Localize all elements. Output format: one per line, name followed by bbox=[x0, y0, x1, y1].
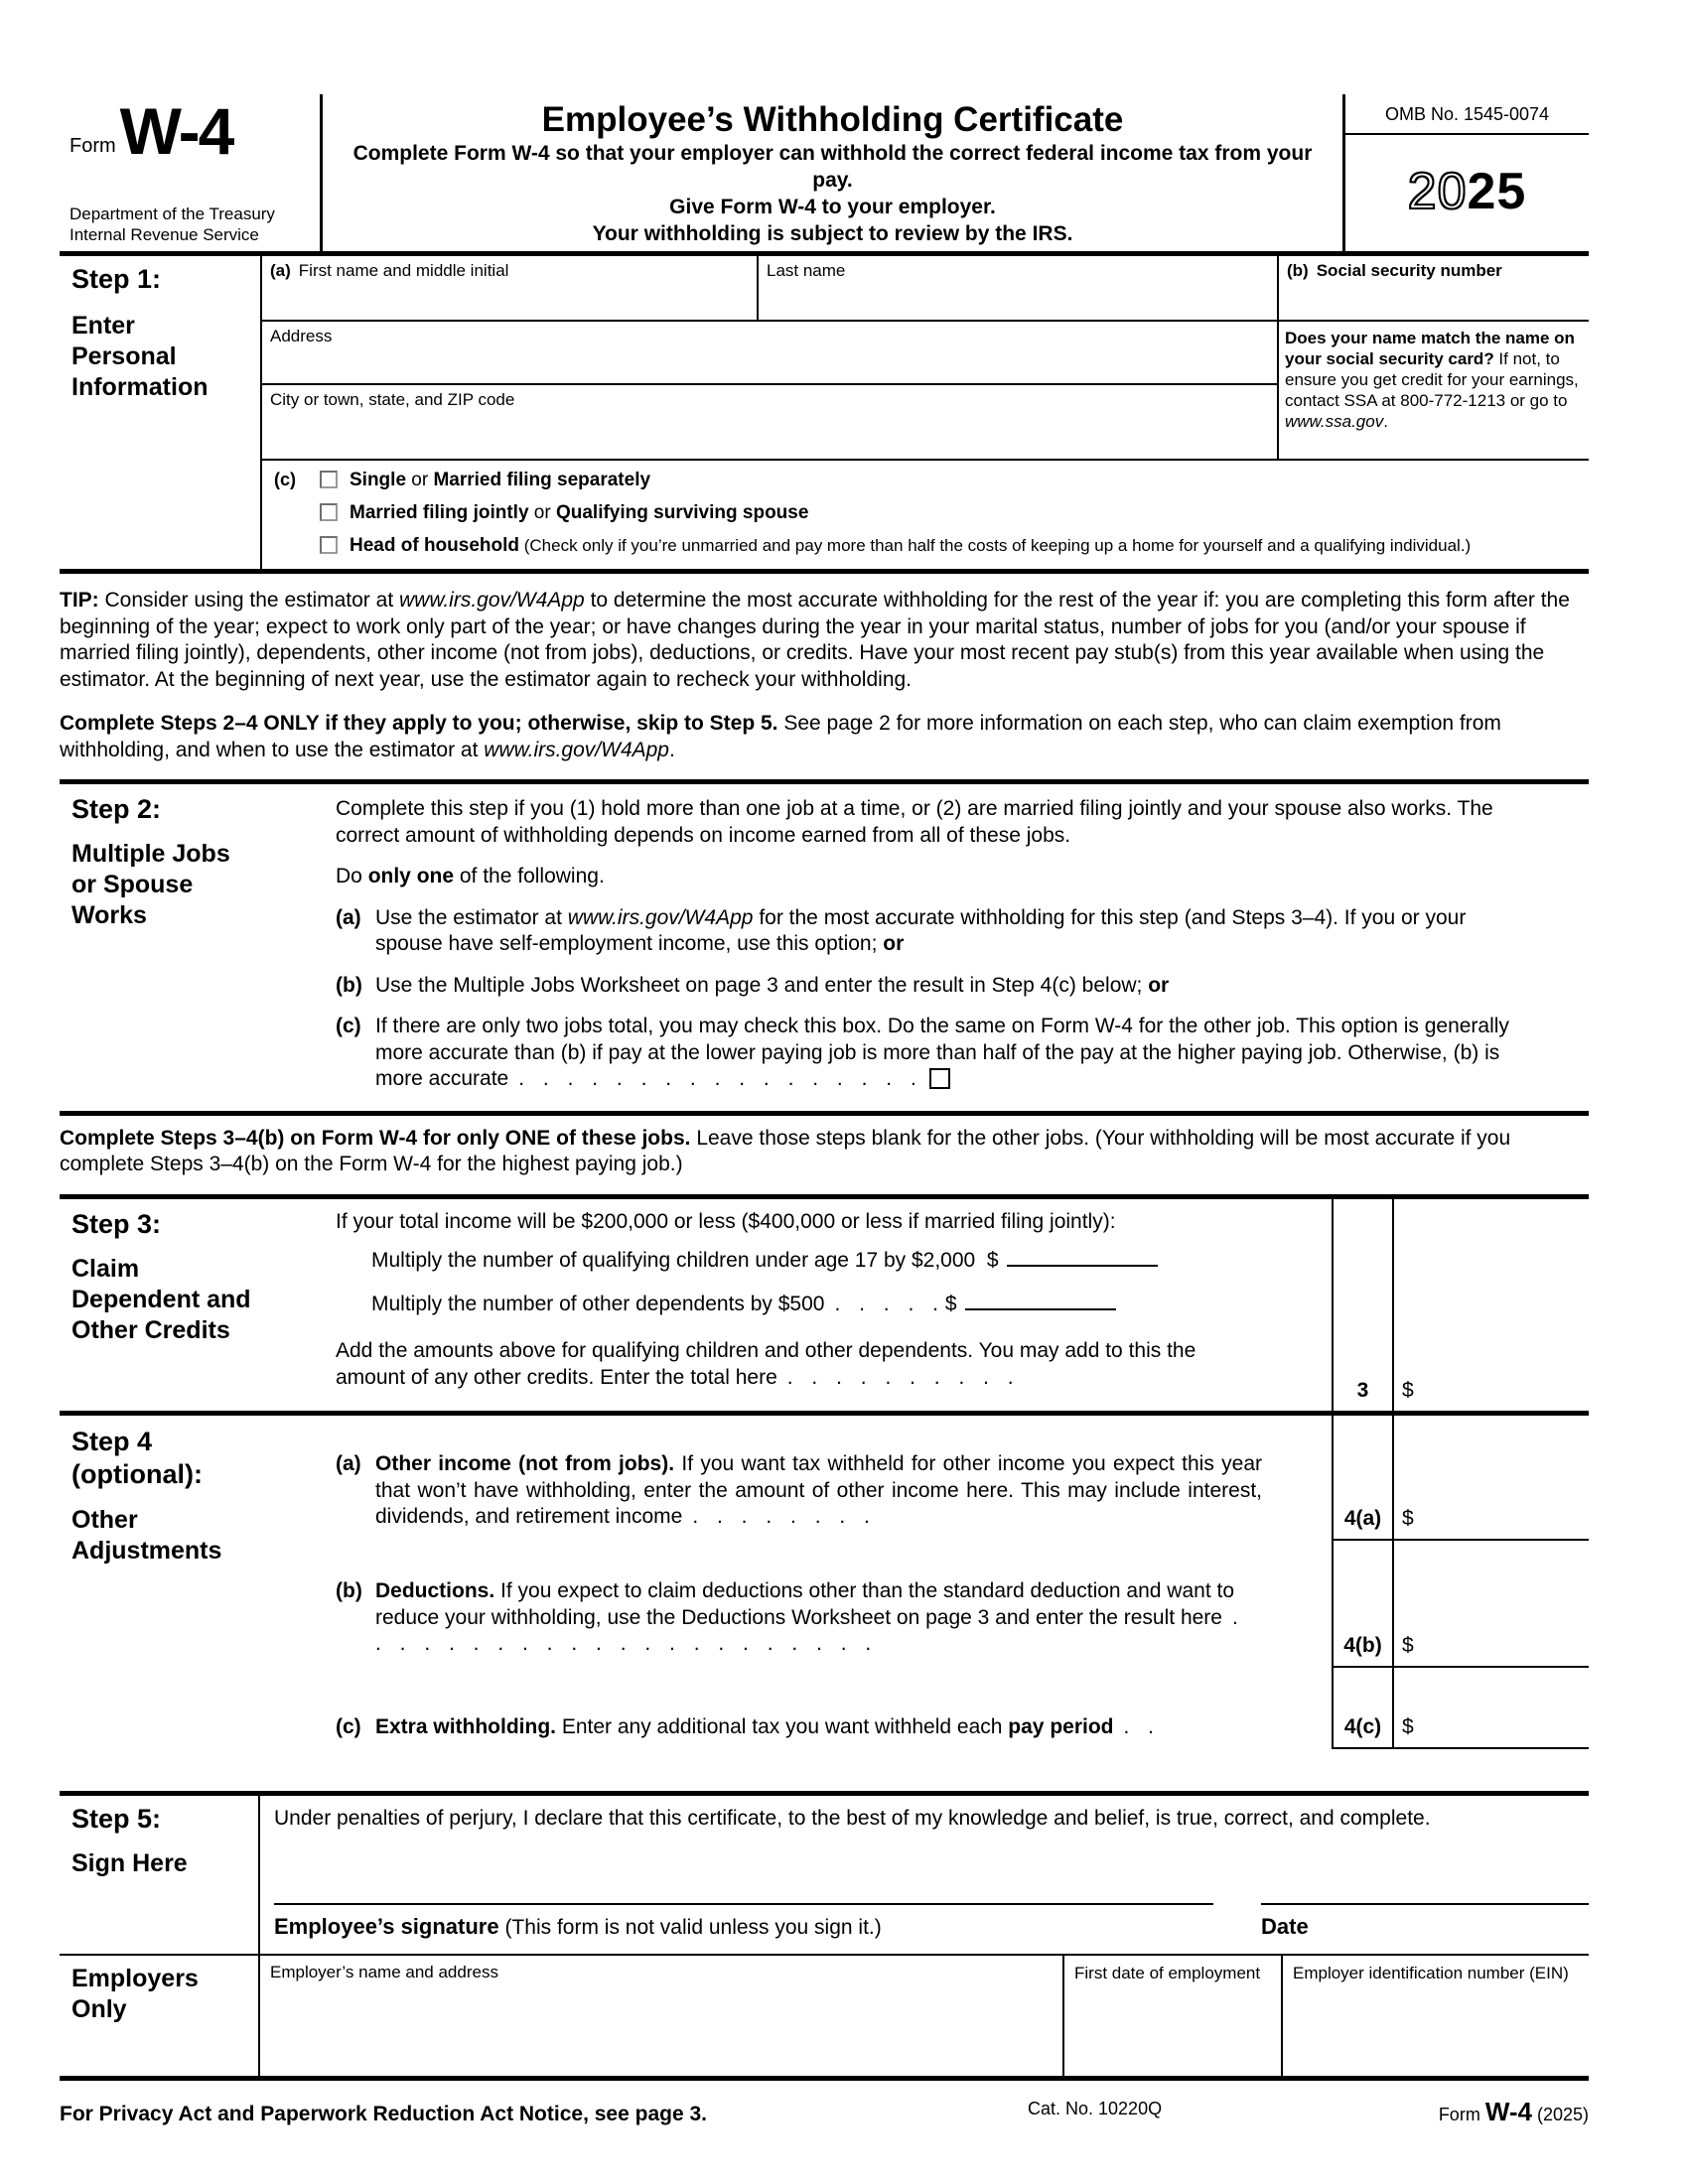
step4-label: Step 4 (optional): bbox=[71, 1426, 203, 1489]
first-date-employment-label: First date of employment bbox=[1074, 1964, 1261, 1982]
step5-section bbox=[60, 1791, 1589, 1955]
step3-title: Claim Dependent and Other Credits bbox=[71, 1254, 251, 1344]
step4a-line-number: 4(a) bbox=[1332, 1416, 1392, 1539]
complete-steps-2-4-bold: Complete Steps 2–4 ONLY if they apply to you; otherwise, skip to Step 5. bbox=[60, 712, 778, 735]
single-label: Single bbox=[350, 470, 407, 490]
ssa-name-match-note bbox=[1279, 322, 1589, 459]
step4-section bbox=[60, 1416, 1589, 1749]
step4b-line-number: 4(b) bbox=[1332, 1539, 1392, 1666]
step4-label-block bbox=[60, 1416, 336, 1749]
step1-fields bbox=[260, 256, 1589, 569]
footer-form-number: W-4 bbox=[1484, 2097, 1532, 2126]
estimator-url-3: www.irs.gov/W4App bbox=[567, 905, 754, 929]
tip-paragraph bbox=[60, 574, 1589, 703]
married-jointly-checkbox[interactable] bbox=[320, 503, 338, 521]
head-of-household-checkbox[interactable] bbox=[320, 536, 338, 554]
step2-item-b bbox=[336, 973, 1525, 1000]
item-b-text bbox=[375, 973, 1525, 1000]
step3-dot-leader: . . . . . . . . . . bbox=[786, 1365, 1015, 1389]
step1-section bbox=[60, 256, 1589, 574]
children-multiply-text: Multiply the number of qualifying children under age 17 by $2,000 bbox=[371, 1249, 976, 1272]
city-state-zip-field[interactable] bbox=[262, 385, 1279, 459]
step2-do-only-one bbox=[336, 864, 1525, 890]
step3-children-line bbox=[336, 1248, 1262, 1275]
form-subtitle-3: Your withholding is subject to review by the IRS. bbox=[592, 222, 1073, 245]
signature-date-field[interactable] bbox=[1261, 1903, 1589, 1940]
complete-steps-3-4b-bold: Complete Steps 3–4(b) on Form W-4 for only ONE of these jobs. bbox=[60, 1126, 691, 1150]
last-name-field[interactable] bbox=[759, 256, 1279, 322]
do-text-2: of the following. bbox=[454, 865, 605, 887]
complete-steps-2-4-paragraph bbox=[60, 703, 1589, 784]
step3-label: Step 3: bbox=[71, 1208, 162, 1239]
step5-content bbox=[260, 1796, 1589, 1955]
item-a-text bbox=[375, 905, 1525, 958]
item-4b-text bbox=[375, 1578, 1262, 1658]
omb-number: OMB No. 1545-0074 bbox=[1345, 94, 1589, 135]
item-b-or: or bbox=[1148, 973, 1170, 997]
step4a-item bbox=[336, 1451, 1262, 1531]
date-label: Date bbox=[1261, 1914, 1309, 1939]
item-c-dot-leader: . . . . . . . . . . . . . . . . . bbox=[518, 1067, 917, 1090]
perjury-statement: Under penalties of perjury, I declare that this certificate, to the best of my knowledge and belief, is true, correct, and complete. bbox=[274, 1806, 1431, 1830]
dependents-amount-blank[interactable] bbox=[965, 1295, 1116, 1310]
ein-field[interactable] bbox=[1281, 1956, 1589, 2076]
step3-dependents-line bbox=[336, 1292, 1262, 1318]
step2-item-c bbox=[336, 1014, 1525, 1093]
item-a-or: or bbox=[883, 932, 905, 955]
other-income-bold: Other income (not from jobs). bbox=[375, 1452, 675, 1475]
item-b-marker: (b) bbox=[336, 973, 362, 997]
complete-steps-2-4-text: See page 2 for more information on each step, who can claim exemption from withholding, and when to use the estimator at bbox=[60, 712, 1501, 761]
step4a-amount-field[interactable] bbox=[1392, 1416, 1589, 1539]
item-4c-marker: (c) bbox=[336, 1715, 361, 1738]
step3-line-number: 3 bbox=[1332, 1199, 1392, 1411]
last-name-label: Last name bbox=[767, 261, 846, 280]
dependents-multiply-text: Multiply the number of other dependents by $500 bbox=[371, 1292, 825, 1315]
field-a-tag: (a) bbox=[270, 261, 291, 280]
married-separately-label: Married filing separately bbox=[433, 470, 651, 490]
step3-label-block bbox=[60, 1199, 336, 1411]
dependents-currency: $ bbox=[944, 1292, 957, 1315]
filing-status-option-joint bbox=[320, 502, 1471, 524]
step5-title: Sign Here bbox=[71, 1848, 188, 1877]
tax-year bbox=[1345, 160, 1589, 227]
deductions-bold: Deductions. bbox=[375, 1579, 495, 1602]
form-header bbox=[60, 94, 1589, 256]
step2-section bbox=[60, 784, 1589, 1116]
step5-label-block bbox=[60, 1796, 260, 1955]
step3-total-text: Add the amounts above for qualifying children and other dependents. You may add to this the amount of any other credits. Enter the total here bbox=[336, 1339, 1196, 1389]
step2-intro: Complete this step if you (1) hold more than one job at a time, or (2) are married filing jointly and your spouse also works. The correct amount of withholding depends on income earned from all of these jobs. bbox=[336, 797, 1493, 847]
agency-line-1: Department of the Treasury bbox=[70, 205, 275, 223]
employers-only-label: Employers Only bbox=[60, 1956, 260, 2076]
step4c-line-number: 4(c) bbox=[1332, 1666, 1392, 1749]
ssa-note-period: . bbox=[1383, 412, 1388, 431]
employer-name-address-field[interactable] bbox=[260, 1956, 1062, 2076]
step4-title: Other Adjustments bbox=[71, 1505, 222, 1565]
step1-label-block bbox=[60, 256, 260, 569]
dependents-dot-leader: . . . . . bbox=[834, 1292, 939, 1315]
step2-title: Multiple Jobs or Spouse Works bbox=[71, 840, 230, 929]
filing-status-group bbox=[262, 459, 1589, 569]
step2-content bbox=[336, 784, 1589, 1111]
head-of-household-label: Head of household bbox=[350, 535, 519, 556]
form-subtitle-1: Complete Form W-4 so that your employer can withhold the correct federal income tax from your pay. bbox=[352, 142, 1313, 192]
page-footer bbox=[60, 2081, 1589, 2127]
complete-steps-3-4b-paragraph bbox=[60, 1116, 1589, 1199]
city-state-zip-label: City or town, state, and ZIP code bbox=[270, 390, 515, 409]
ssn-label: Social security number bbox=[1316, 261, 1502, 280]
item-a-text-2: for the most accurate withholding for this step (and Steps 3–4). If you or your spouse have self-employment income, use this option; bbox=[375, 905, 1467, 955]
item-c-marker: (c) bbox=[336, 1015, 361, 1037]
employee-signature-label: Employee’s signature bbox=[274, 1914, 499, 1939]
privacy-act-notice: For Privacy Act and Paperwork Reduction Act Notice, see page 3. bbox=[60, 2103, 707, 2125]
form-identity-block bbox=[60, 94, 323, 251]
step4c-currency: $ bbox=[1402, 1714, 1414, 1738]
form-footer-id bbox=[1439, 2097, 1589, 2127]
first-date-employment-field[interactable] bbox=[1062, 1956, 1281, 2076]
single-checkbox[interactable] bbox=[320, 471, 338, 488]
item-4c-text bbox=[375, 1714, 1155, 1741]
tip-text-1: Consider using the estimator at bbox=[98, 589, 399, 612]
children-currency: $ bbox=[986, 1249, 999, 1272]
step3-line-1: If your total income will be $200,000 or less ($400,000 or less if married filing jointly): bbox=[336, 1209, 1116, 1233]
item-4b-marker: (b) bbox=[336, 1579, 362, 1602]
item-4a-marker: (a) bbox=[336, 1452, 361, 1475]
employer-name-address-label: Employer’s name and address bbox=[270, 1963, 498, 1981]
agency-line-2: Internal Revenue Service bbox=[70, 225, 259, 244]
step2-label-block bbox=[60, 784, 336, 1111]
item-c-text-1: If there are only two jobs total, you may check this box. Do the same on Form W-4 for the other job. This option is generally more accurate than (b) if pay at the lower paying job is more than half of the pay at the higher paying job. Otherwise, (b) is more accurate bbox=[375, 1015, 1509, 1090]
do-bold: only one bbox=[367, 865, 455, 887]
tip-text-2: to determine the most accurate withholding for the rest of the year if: you are completing this form after the beginning of the year; expect to work only part of the year; or have changes during the year in your marital status, number of jobs for you (and/or your spouse if married filing jointly), dependents, other income (not from jobs), deductions, or credits. Have your most recent pay stub(s) from this year available when using the estimator. At the beginning of next year, use the estimator again to recheck your withholding. bbox=[60, 589, 1570, 691]
signature-area bbox=[274, 1903, 1589, 1940]
step4a-dot-leader: . . . . . . . . bbox=[692, 1505, 871, 1528]
item-4a-text bbox=[375, 1451, 1262, 1531]
filing-status-option-single bbox=[320, 470, 1471, 491]
tax-year-bold: 25 bbox=[1467, 162, 1527, 220]
estimator-url: www.irs.gov/W4App bbox=[399, 589, 585, 612]
step3-content bbox=[336, 1199, 1332, 1411]
form-word-label: Form bbox=[70, 135, 116, 157]
step4b-dot-leader: . . . . . . . . . . . . . . . . . . . . . . bbox=[375, 1605, 1239, 1655]
other-income-text: If you want tax withheld for other income you expect this year that won’t have withholding, enter the amount of other income here. This may include interest, dividends, and retirement income bbox=[375, 1452, 1263, 1528]
signature-validity-note: (This form is not valid unless you sign it.) bbox=[498, 1916, 882, 1939]
two-jobs-checkbox[interactable] bbox=[929, 1068, 950, 1089]
surviving-spouse-label: Qualifying surviving spouse bbox=[555, 502, 809, 523]
tip-lead: TIP: bbox=[60, 589, 99, 612]
pay-period-bold: pay period bbox=[1008, 1715, 1114, 1738]
estimator-url-2: www.irs.gov/W4App bbox=[484, 738, 669, 761]
omb-year-block bbox=[1342, 94, 1589, 251]
children-amount-blank[interactable] bbox=[1007, 1251, 1158, 1267]
form-title-block bbox=[323, 94, 1342, 251]
step5-label: Step 5: bbox=[71, 1803, 162, 1834]
item-c-text bbox=[375, 1014, 1525, 1093]
complete-steps-3-4b-text: Leave those steps blank for the other jobs. (Your withholding will be most accurate if you complete Steps 3–4(b) on the Form W-4 for the highest paying job.) bbox=[60, 1126, 1511, 1175]
extra-withholding-bold: Extra withholding. bbox=[375, 1715, 556, 1738]
married-jointly-label: Married filing jointly bbox=[350, 502, 529, 523]
item-a-marker: (a) bbox=[336, 905, 361, 929]
address-label: Address bbox=[270, 327, 333, 345]
first-name-label: First name and middle initial bbox=[298, 261, 509, 280]
filing-status-options bbox=[320, 470, 1471, 557]
do-text-1: Do bbox=[336, 865, 368, 887]
step3-total-line bbox=[336, 1338, 1262, 1391]
extra-withholding-text: Enter any additional tax you want withheld each bbox=[556, 1715, 1009, 1738]
ssa-note-bold: Does your name match the name on your social security card? bbox=[1285, 329, 1575, 368]
agency-name bbox=[70, 204, 312, 245]
first-name-field[interactable] bbox=[262, 256, 759, 322]
item-b-text-1: Use the Multiple Jobs Worksheet on page 3 and enter the result in Step 4(c) below; bbox=[375, 973, 1149, 997]
step4b-currency: $ bbox=[1402, 1633, 1414, 1657]
step4a-row bbox=[336, 1416, 1589, 1539]
step4c-text-block bbox=[336, 1666, 1332, 1749]
step4b-amount-field[interactable] bbox=[1392, 1539, 1589, 1666]
step4c-dot-leader: . . bbox=[1123, 1715, 1156, 1738]
catalog-number: Cat. No. 10220Q bbox=[1028, 2099, 1163, 2118]
or-text-2: or bbox=[528, 502, 556, 523]
footer-form-year: (2025) bbox=[1531, 2105, 1589, 2124]
form-subtitle-2: Give Form W-4 to your employer. bbox=[669, 196, 996, 218]
form-title: Employee’s Withholding Certificate bbox=[541, 100, 1124, 139]
step4a-text-block bbox=[336, 1416, 1332, 1539]
step4b-row bbox=[336, 1539, 1589, 1666]
deductions-text: If you expect to claim deductions other than the standard deduction and want to reduce your withholding, use the Deductions Worksheet on page 3 and enter the result here bbox=[375, 1579, 1235, 1629]
step4-rows bbox=[336, 1416, 1589, 1749]
footer-form-word: Form bbox=[1438, 2105, 1485, 2124]
address-field[interactable] bbox=[262, 322, 1279, 385]
ssa-note-text: If not, to ensure you get credit for your earnings, contact SSA at 800-772-1213 or go to bbox=[1285, 349, 1579, 410]
head-of-household-note: (Check only if you’re unmarried and pay more than half the costs of keeping up a home for yourself and a qualifying individual.) bbox=[519, 536, 1472, 555]
step1-label: Step 1: bbox=[71, 264, 162, 294]
complete-steps-2-4-period: . bbox=[669, 738, 675, 761]
ssn-field[interactable] bbox=[1279, 256, 1589, 322]
step4b-item bbox=[336, 1578, 1262, 1658]
step2-label: Step 2: bbox=[71, 794, 162, 824]
item-a-text-1: Use the estimator at bbox=[375, 905, 568, 929]
step4c-amount-field[interactable] bbox=[1392, 1666, 1589, 1749]
ssa-gov-link: www.ssa.gov bbox=[1285, 412, 1384, 431]
employee-signature-field[interactable] bbox=[274, 1903, 1213, 1940]
step1-title: Enter Personal Information bbox=[71, 312, 209, 401]
step3-currency: $ bbox=[1402, 1378, 1414, 1402]
step4c-item bbox=[336, 1714, 1155, 1741]
field-c-tag: (c) bbox=[274, 470, 296, 489]
step3-section bbox=[60, 1199, 1589, 1416]
field-b-tag: (b) bbox=[1287, 261, 1309, 280]
filing-status-option-hoh bbox=[320, 535, 1471, 557]
ein-label: Employer identification number (EIN) bbox=[1293, 1964, 1569, 1982]
or-text-1: or bbox=[406, 470, 434, 490]
step2-item-a bbox=[336, 905, 1525, 958]
employers-only-section bbox=[60, 1954, 1589, 2081]
step4a-currency: $ bbox=[1402, 1506, 1414, 1530]
step4c-row bbox=[336, 1666, 1589, 1749]
form-number: W-4 bbox=[119, 94, 233, 168]
step4b-text-block bbox=[336, 1539, 1332, 1666]
tax-year-outline: 20 bbox=[1407, 162, 1468, 220]
step3-amount-field[interactable] bbox=[1392, 1199, 1589, 1411]
